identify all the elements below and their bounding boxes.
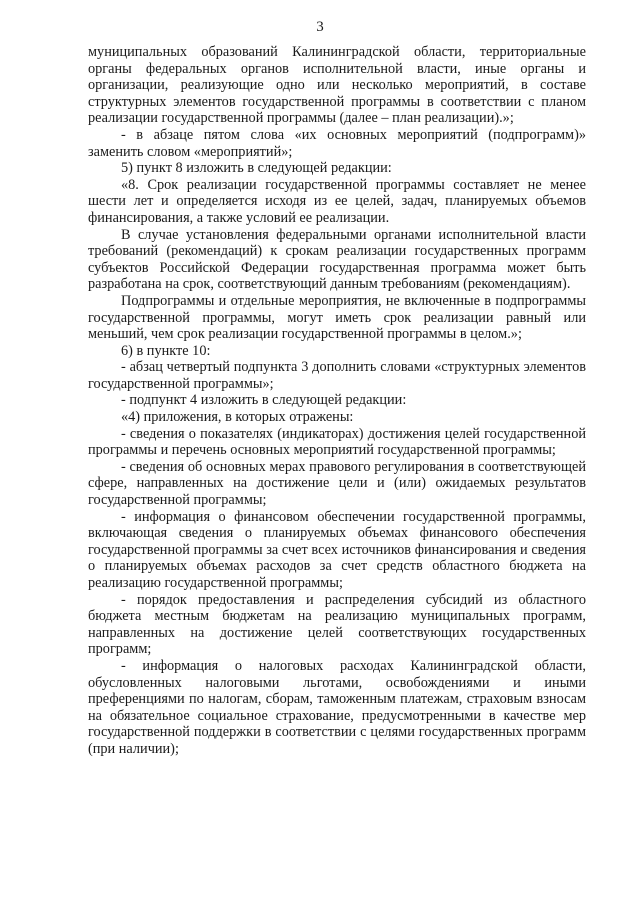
paragraph-10: «4) приложения, в которых отражены: (121, 409, 354, 426)
paragraph-3: 5) пункт 8 изложить в следующей редакции: (121, 160, 392, 177)
document-body (88, 44, 586, 758)
paragraph-12: - сведения об основных мерах правового регулирования в соответствующей сфере, направленных на достижение цели и (или) ожидаемых результатов государственной программы; (88, 458, 586, 509)
paragraph-13: - информация о финансовом обеспечении государственной программы, включающая сведения о планируемых объемах финансового обеспечения государственной программы за счет всех источников финансирования и сведения о планируемых объемах расходов за счет средств областного бюджета на реализацию государственной программы; (88, 508, 586, 591)
paragraph-6: Подпрограммы и отдельные мероприятия, не включенные в подпрограммы государственной программы, могут иметь срок реализации равный или меньший, чем срок реализации государственной программы в целом.»; (88, 292, 586, 343)
paragraph-11: - сведения о показателях (индикаторах) достижения целей государственной программы и перечень основных мероприятий государственной программы; (88, 425, 586, 459)
paragraph-1: муниципальных образований Калининградской области, территориальные органы федеральных органов исполнительной власти, иные органы и организации, реализующие одно или несколько мероприятий, в составе структурных элементов государственной программы в соответствии с планом реализации государственной программы (далее – план реализации).»; (88, 44, 586, 127)
paragraph-7: 6) в пункте 10: (121, 342, 211, 359)
paragraph-14: - порядок предоставления и распределения субсидий из областного бюджета местным бюджетам на реализацию муниципальных программ, направленных на достижение целей соответствующих государственных программ; (88, 591, 586, 658)
paragraph-9: - подпункт 4 изложить в следующей редакции: (121, 392, 407, 409)
paragraph-5: В случае установления федеральными органами исполнительной власти требований (рекомендаций) к срокам реализации государственных программ субъектов Российской Федерации государственная программа может быть разработана на срок, соответствующий данным требованиям (рекомендациям). (88, 226, 586, 293)
paragraph-4: «8. Срок реализации государственной программы составляет не менее шести лет и определяется исходя из ее целей, задач, планируемых объемов финансирования, а также условий ее реализации. (88, 176, 586, 226)
paragraph-15: - информация о налоговых расходах Калининградской области, обусловленных налоговыми льготами, освобождениями и иными преференциями по налогам, сборам, таможенным платежам, страховым взносам на обязательное социальное страхование, предусмотренными в качестве мер государственной поддержки в соответствии с целями государственных программ (при наличии); (88, 657, 586, 757)
paragraph-2: - в абзаце пятом слова «их основных мероприятий (подпрограмм)» заменить словом «мероприятий»; (88, 126, 586, 160)
page-number: 3 (316, 19, 324, 35)
paragraph-8: - абзац четвертый подпункта 3 дополнить словами «структурных элементов государственной программы»; (88, 359, 586, 392)
